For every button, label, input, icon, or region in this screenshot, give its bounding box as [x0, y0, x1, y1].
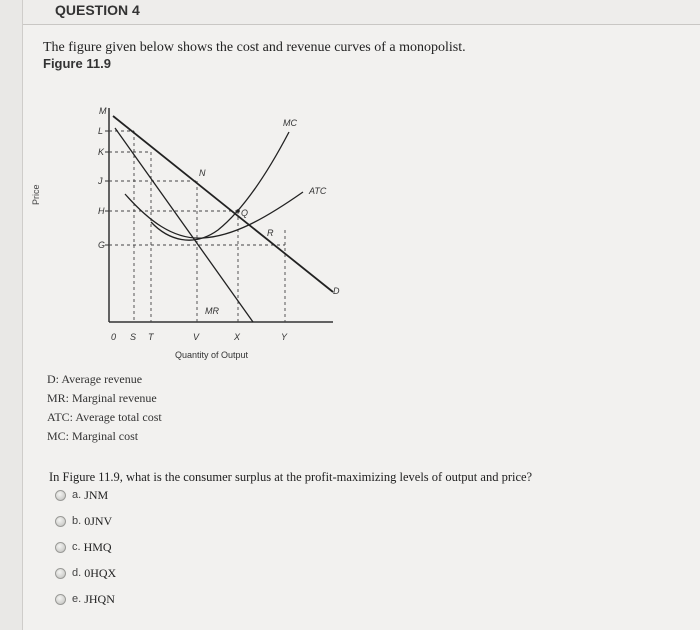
legend-item: D: Average revenue — [47, 372, 143, 386]
label-MR: MR — [205, 306, 219, 316]
x-axis-title: Quantity of Output — [175, 350, 249, 360]
label-MC: MC — [283, 118, 297, 128]
option-text: HMQ — [83, 539, 112, 554]
option-letter: c. — [72, 541, 81, 553]
option-text: JNM — [84, 487, 109, 502]
legend-item: MC: Marginal cost — [47, 429, 139, 443]
label-N: N — [199, 168, 206, 178]
label-ATC: ATC — [309, 186, 327, 196]
y-tick-L: L — [98, 126, 104, 136]
label-R: R — [267, 228, 274, 238]
y-tick-M: M — [99, 106, 107, 116]
mc-curve — [151, 132, 289, 240]
option-letter: b. — [72, 515, 82, 527]
y-tick-J: J — [98, 176, 103, 186]
label-D: D — [333, 286, 340, 296]
x-tick-Y: Y — [281, 332, 288, 342]
option-letter: d. — [72, 567, 82, 579]
legend-item: ATC: Average total cost — [47, 410, 162, 424]
y-tick-G: G — [98, 240, 106, 250]
option-text: 0HQX — [84, 565, 117, 580]
x-tick-S: S — [130, 332, 137, 342]
y-axis-title: Price — [31, 184, 41, 205]
dashed-guides — [109, 131, 285, 322]
option-text: JHQN — [84, 591, 115, 606]
question-intro: The figure given below shows the cost and revenue curves of a monopolist. — [43, 40, 466, 55]
option-letter: e. — [72, 593, 82, 605]
question-title: QUESTION 4 — [55, 2, 140, 18]
figure-legend — [47, 370, 162, 446]
demand-curve — [113, 116, 333, 292]
question-page — [22, 0, 700, 630]
option-b[interactable] — [55, 512, 112, 530]
option-c[interactable] — [55, 538, 112, 556]
economics-figure — [33, 90, 353, 370]
radio-button-icon[interactable] — [55, 542, 66, 553]
x-tick-0: 0 — [111, 332, 117, 342]
radio-button-icon[interactable] — [55, 568, 66, 579]
question-prompt: In Figure 11.9, what is the consumer surplus at the profit-maximizing levels of output and price? — [49, 470, 533, 484]
y-tick-H: H — [98, 206, 105, 216]
option-letter: a. — [72, 489, 82, 501]
x-tick-V: V — [193, 332, 200, 342]
atc-curve — [125, 192, 303, 238]
option-text: 0JNV — [84, 513, 113, 528]
radio-button-icon[interactable] — [55, 516, 66, 527]
question-header — [23, 0, 700, 25]
point-Q-marker — [236, 209, 240, 213]
option-a[interactable] — [55, 486, 108, 504]
radio-button-icon[interactable] — [55, 490, 66, 501]
x-tick-X: X — [234, 332, 241, 342]
radio-button-icon[interactable] — [55, 594, 66, 605]
y-tick-K: K — [98, 147, 105, 157]
legend-item: MR: Marginal revenue — [47, 391, 157, 405]
marginal-revenue-curve — [115, 128, 253, 322]
option-e[interactable] — [55, 590, 115, 608]
label-Q: Q — [241, 208, 249, 218]
option-d[interactable] — [55, 564, 116, 582]
figure-label: Figure 11.9 — [43, 56, 111, 71]
x-tick-T: T — [148, 332, 154, 342]
